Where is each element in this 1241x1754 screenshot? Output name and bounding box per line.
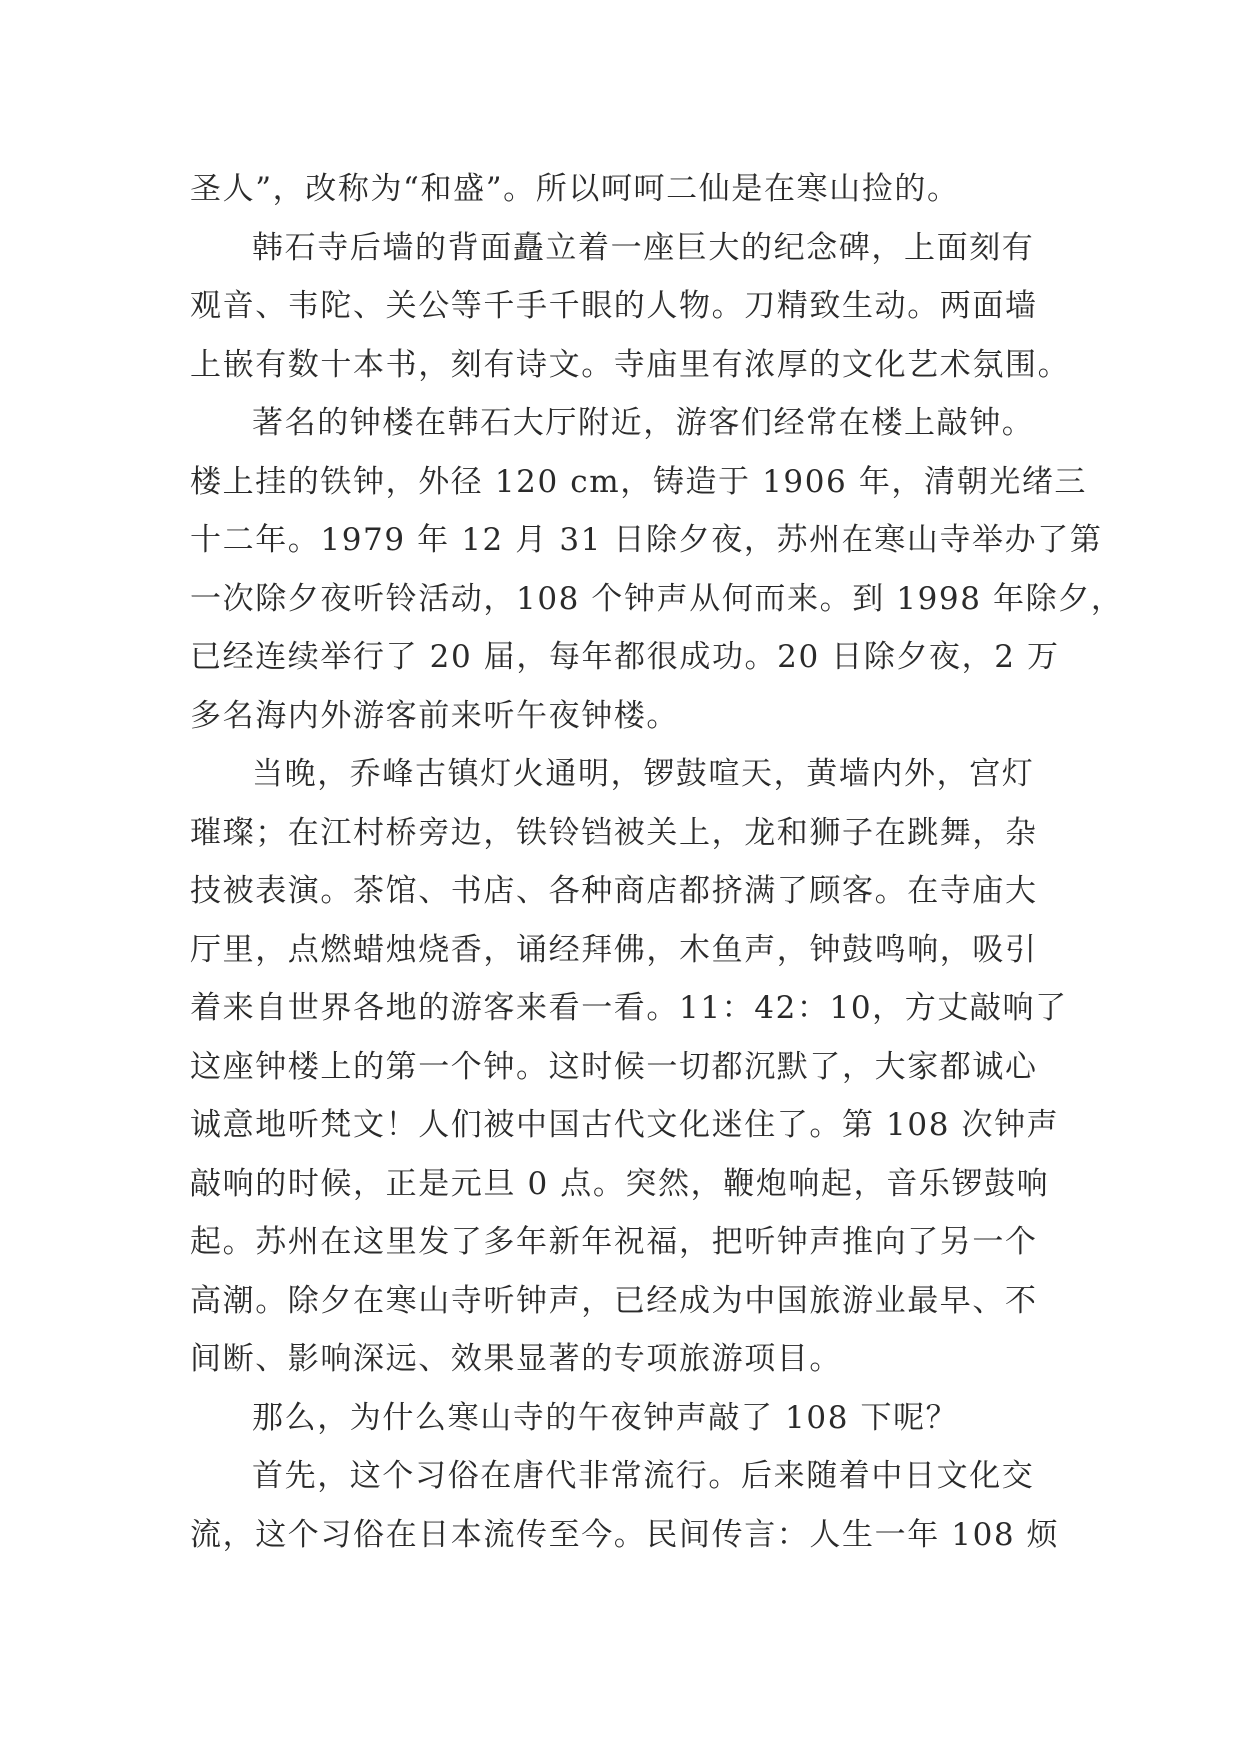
text-line: 一次除夕夜听铃活动，108 个钟声从何而来。到 1998 年除夕，	[190, 580, 1124, 617]
text-line: 上嵌有数十本书，刻有诗文。寺庙里有浓厚的文化艺术氛围。	[190, 346, 1071, 383]
text-line: 这座钟楼上的第一个钟。这时候一切都沉默了，大家都诚心	[190, 1048, 1038, 1085]
text-line: 十二年。1979 年 12 月 31 日除夕夜，苏州在寒山寺举办了第	[190, 522, 1103, 558]
text-line: 诚意地听梵文！人们被中国古代文化迷住了。第 108 次钟声	[190, 1107, 1060, 1143]
text-line: 着来自世界各地的游客来看一看。11：42：10，方丈敲响了	[190, 990, 1068, 1026]
text-line: 高潮。除夕在寒山寺听钟声，已经成为中国旅游业最早、不	[190, 1282, 1038, 1319]
text-line: 间断、影响深远、效果显著的专项旅游项目。	[190, 1341, 842, 1377]
text-line: 当晚，乔峰古镇灯火通明，锣鼓喧天，黄墙内外，宫灯	[252, 756, 1035, 792]
text-line: 那么，为什么寒山寺的午夜钟声敲了 108 下呢？	[252, 1399, 959, 1436]
text-line: 著名的钟楼在韩石大厅附近，游客们经常在楼上敲钟。	[252, 405, 1035, 441]
text-line: 首先，这个习俗在唐代非常流行。后来随着中日文化交	[252, 1458, 1035, 1494]
text-line: 楼上挂的铁钟，外径 120 cm，铸造于 1906 年，清朝光绪三	[190, 463, 1088, 500]
text-line: 流，这个习俗在日本流传至今。民间传言：人生一年 108 烦	[190, 1516, 1060, 1553]
body-text	[190, 160, 1124, 1564]
text-line: 技被表演。茶馆、书店、各种商店都挤满了顾客。在寺庙大	[190, 873, 1038, 909]
text-line: 韩石寺后墙的背面矗立着一座巨大的纪念碑，上面刻有	[252, 229, 1035, 266]
text-line: 多名海内外游客前来听午夜钟楼。	[190, 697, 679, 734]
text-line: 敲响的时候，正是元旦 0 点。突然，鞭炮响起，音乐锣鼓响	[190, 1165, 1050, 1202]
text-line: 已经连续举行了 20 届，每年都很成功。20 日除夕夜，2 万	[190, 639, 1060, 675]
text-line: 厅里，点燃蜡烛烧香，诵经拜佛，木鱼声，钟鼓鸣响，吸引	[190, 931, 1038, 968]
text-line: 起。苏州在这里发了多年新年祝福，把听钟声推向了另一个	[190, 1224, 1038, 1260]
text-line: 观音、韦陀、关公等千手千眼的人物。刀精致生动。两面墙	[190, 288, 1038, 324]
text-line: 圣人”，改称为“和盛”。所以呵呵二仙是在寒山捡的。	[190, 171, 960, 207]
text-line: 璀璨；在江村桥旁边，铁铃铛被关上，龙和狮子在跳舞，杂	[190, 814, 1038, 851]
